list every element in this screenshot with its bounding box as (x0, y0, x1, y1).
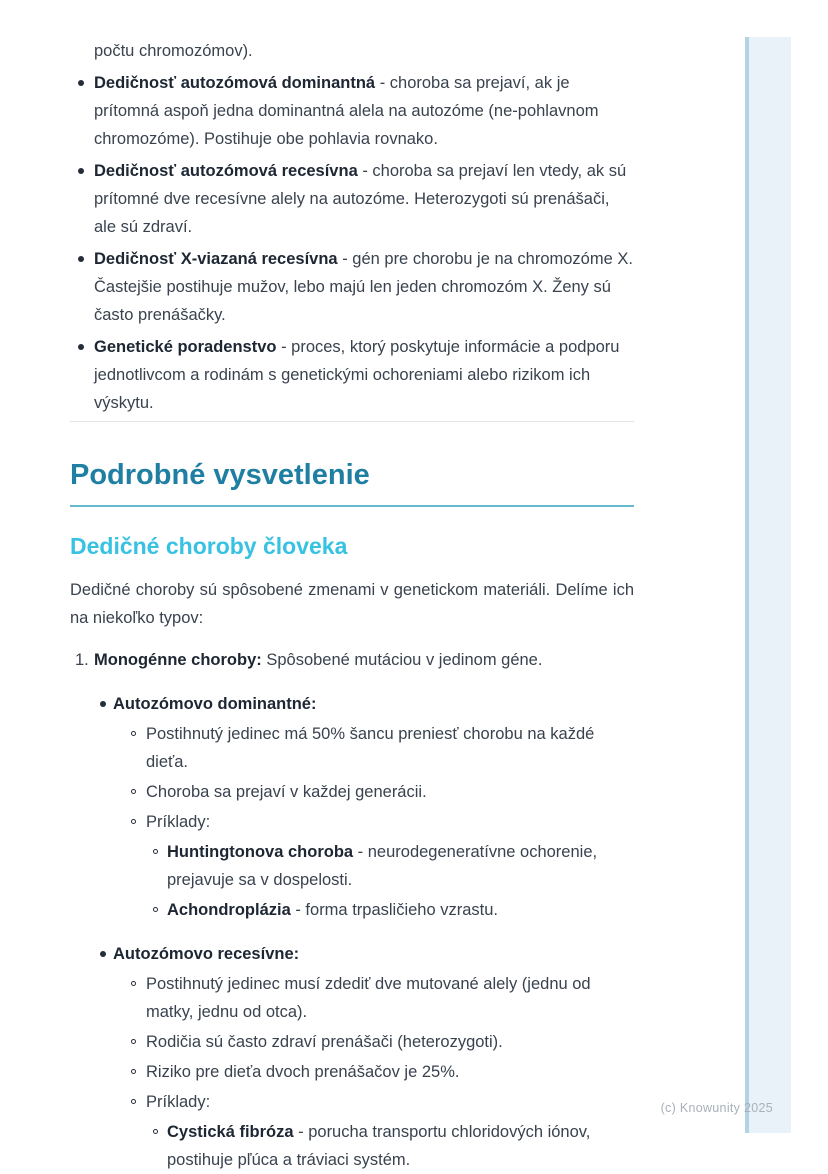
example-term: Achondroplázia (167, 901, 291, 919)
example-term: Huntingtonova choroba (167, 843, 354, 861)
point-text: Choroba sa prejaví v každej generácii. (146, 783, 427, 801)
term-desc: - choroba sa prejaví len vtedy, ak sú prítomné dve recesívne alely na autozóme. Heterozygoti sú prenášači, ale sú zdraví. (94, 162, 627, 236)
circle-bullet-icon (153, 1129, 158, 1134)
section-divider (70, 421, 634, 422)
circle-bullet-icon (153, 849, 158, 854)
point-item (113, 808, 634, 924)
group-title: Autozómovo recesívne: (113, 945, 300, 963)
point-item (113, 1088, 634, 1174)
example-desc: - neurodegeneratívne ochorenie, prejavuje sa v dospelosti. (167, 843, 598, 889)
section-title: Dedičné choroby človeka (70, 533, 348, 559)
watermark: (c) Knowunity 2025 (660, 1101, 773, 1115)
example-desc: - porucha transportu chloridových iónov, postihuje pľúca a tráviaci systém. (167, 1123, 591, 1169)
term-item (70, 69, 634, 153)
term-name: Genetické poradenstvo (94, 338, 277, 356)
term-desc: - proces, ktorý poskytuje informácie a podporu jednotlivcom a rodinám s genetickými ochoreniami alebo rizikom ich výskytu. (94, 338, 620, 412)
example-desc: - forma trpasličieho vzrastu. (290, 901, 498, 919)
sub-list (94, 690, 634, 1174)
term-item (70, 157, 634, 241)
term-item (70, 333, 634, 417)
term-name: Dedičnosť autozómová recesívna (94, 162, 358, 180)
term-desc: - choroba sa prejaví, ak je prítomná aspoň jedna dominantná alela na autozóme (ne-pohlavnom chromozóme). Postihuje obe pohlavia rovnako. (94, 74, 599, 148)
bullet-icon (78, 168, 84, 174)
group-autosomal-recessive (94, 940, 634, 1174)
circle-bullet-icon (131, 819, 136, 824)
point-item (113, 1028, 634, 1056)
side-scrollbar[interactable] (745, 37, 791, 1133)
numbered-list (70, 646, 634, 1174)
point-item (113, 1058, 634, 1086)
bullet-icon (78, 80, 84, 86)
group-autosomal-dominant (94, 690, 634, 924)
circle-bullet-icon (131, 1069, 136, 1074)
document-content (70, 0, 634, 1174)
point-item (113, 778, 634, 806)
term-desc: - gén pre chorobu je na chromozóme X. Častejšie postihuje mužov, lebo majú len jeden chromozóm X. Ženy sú často prenášačky. (94, 250, 633, 324)
item-number: 1. (75, 651, 89, 669)
example-item (146, 1118, 634, 1174)
points-list (113, 720, 634, 924)
section-intro-paragraph: Dedičné choroby sú spôsobené zmenami v genetickom materiáli. Delíme ich na niekoľko typov: (70, 581, 634, 627)
numbered-item (70, 646, 634, 1174)
point-text: Príklady: (146, 1093, 211, 1111)
terms-list (70, 69, 634, 417)
item-desc: Spôsobené mutáciou v jedinom géne. (261, 651, 543, 669)
group-title: Autozómovo dominantné: (113, 695, 317, 713)
example-item (146, 896, 634, 924)
circle-bullet-icon (131, 1099, 136, 1104)
points-list (113, 970, 634, 1174)
example-term: Cystická fibróza (167, 1123, 294, 1141)
term-name: Dedičnosť autozómová dominantná (94, 74, 376, 92)
bullet-icon (100, 951, 106, 957)
point-item (113, 970, 634, 1026)
circle-bullet-icon (131, 981, 136, 986)
item-term: Monogénne choroby: (94, 651, 262, 669)
examples-list (146, 838, 634, 924)
point-text: Postihnutý jedinec má 50% šancu preniesť chorobu na každé dieťa. (146, 725, 595, 771)
intro-fragment: počtu chromozómov). (94, 42, 253, 60)
point-text: Rodičia sú často zdraví prenášači (heterozygoti). (146, 1033, 503, 1051)
term-item (70, 245, 634, 329)
circle-bullet-icon (153, 907, 158, 912)
term-name: Dedičnosť X-viazaná recesívna (94, 250, 338, 268)
examples-list (146, 1118, 634, 1174)
point-item (113, 720, 634, 776)
circle-bullet-icon (131, 789, 136, 794)
point-text: Postihnutý jedinec musí zdediť dve mutované alely (jednu od matky, jednu od otca). (146, 975, 591, 1021)
bullet-icon (78, 256, 84, 262)
point-text: Príklady: (146, 813, 211, 831)
example-item (146, 838, 634, 894)
page-title: Podrobné vysvetlenie (70, 457, 634, 507)
point-text: Riziko pre dieťa dvoch prenášačov je 25%. (146, 1063, 460, 1081)
bullet-icon (100, 701, 106, 707)
circle-bullet-icon (131, 731, 136, 736)
circle-bullet-icon (131, 1039, 136, 1044)
bullet-icon (78, 344, 84, 350)
